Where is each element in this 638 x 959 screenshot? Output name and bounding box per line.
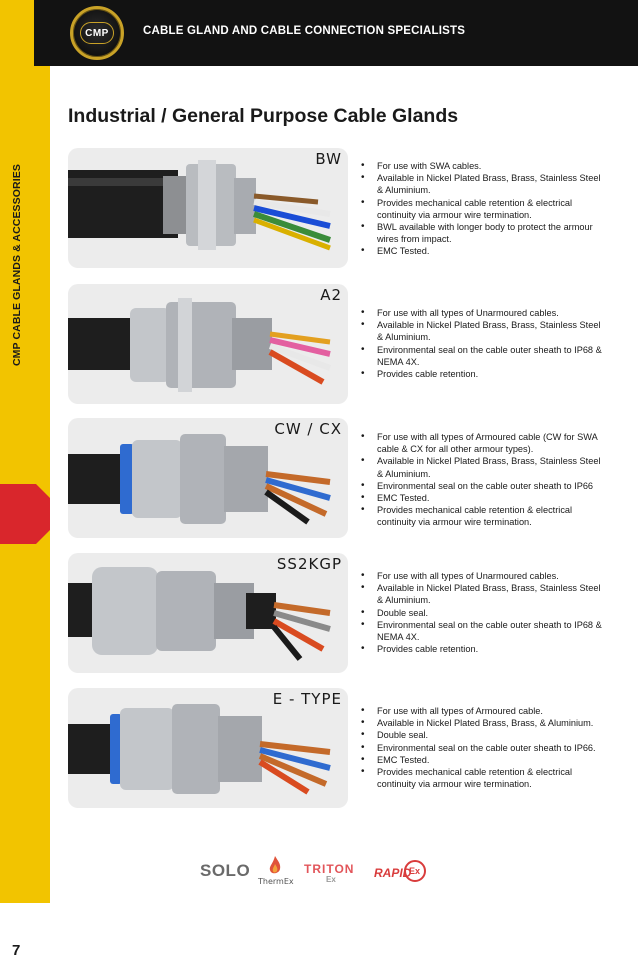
product-name: SS2KGP <box>276 555 342 573</box>
sidebar-section-label: CMP CABLE GLANDS & ACCESSORIES <box>11 164 23 366</box>
list-item: • For use with all types of Armoured cable (CW for SWA cable & CX for all other armour types). <box>359 431 604 455</box>
top-header-bar <box>0 0 638 66</box>
product-name: BW <box>315 150 342 168</box>
rapid-ex-mark: Ex <box>409 866 421 876</box>
list-item: • EMC Tested. <box>359 492 604 504</box>
list-item: • For use with all types of Unarmoured cables. <box>359 570 604 582</box>
list-item: • Environmental seal on the cable outer sheath to IP68 & NEMA 4X. <box>359 344 604 368</box>
triton-ex-mark: Ex <box>326 875 336 884</box>
flame-icon <box>268 855 282 877</box>
list-item: • Provides cable retention. <box>359 643 604 655</box>
list-item: • For use with SWA cables. <box>359 160 604 172</box>
feature-list-cw-cx <box>359 431 604 529</box>
product-image-bw <box>68 148 348 268</box>
logo-text: CMP <box>85 27 109 39</box>
triton-logo: TRITON <box>304 862 355 876</box>
list-item: • EMC Tested. <box>359 245 604 257</box>
product-name: A2 <box>320 286 342 304</box>
product-image-e-type <box>68 688 348 808</box>
list-item: • Provides mechanical cable retention & electrical continuity via armour wire termination. <box>359 197 604 221</box>
solo-logo: SOLO <box>200 861 251 880</box>
product-name: CW / CX <box>274 420 342 438</box>
cable-gland-illustration <box>68 284 348 404</box>
list-item: • Provides cable retention. <box>359 368 604 380</box>
list-item: • Available in Nickel Plated Brass, Brass, Stainless Steel & Aluminium. <box>359 319 604 343</box>
list-item: • Environmental seal on the cable outer sheath to IP66 <box>359 480 604 492</box>
product-image-a2 <box>68 284 348 404</box>
list-item: • Provides mechanical cable retention & electrical continuity via armour wire termination. <box>359 766 604 790</box>
header-accent-strip <box>0 0 34 66</box>
page-number: 7 <box>12 942 21 959</box>
thermex-logo: ThermEx <box>258 877 294 886</box>
list-item: • Double seal. <box>359 607 604 619</box>
list-item: • Available in Nickel Plated Brass, Brass, Stainless Steel & Aluminium. <box>359 582 604 606</box>
page-title: Industrial / General Purpose Cable Glands <box>68 105 459 127</box>
list-item: • Available in Nickel Plated Brass, Brass, Stainless Steel & Aluminium. <box>359 455 604 479</box>
list-item: • Environmental seal on the cable outer sheath to IP66. <box>359 742 604 754</box>
cable-gland-illustration <box>68 148 348 268</box>
feature-list-a2 <box>359 307 604 380</box>
list-item: • EMC Tested. <box>359 754 604 766</box>
list-item: • BWL available with longer body to protect the armour wires from impact. <box>359 221 604 245</box>
header-title: CABLE GLAND AND CABLE CONNECTION SPECIALISTS <box>143 25 466 37</box>
list-item: • Environmental seal on the cable outer sheath to IP68 & NEMA 4X. <box>359 619 604 643</box>
list-item: • Available in Nickel Plated Brass, Brass, Stainless Steel & Aluminium. <box>359 172 604 196</box>
section-tab-marker <box>0 484 50 544</box>
feature-list-bw <box>359 160 604 258</box>
product-image-ss2kgp <box>68 553 348 673</box>
product-image-cw-cx <box>68 418 348 538</box>
list-item: • For use with all types of Unarmoured cables. <box>359 307 604 319</box>
cmp-logo <box>70 6 124 60</box>
rapid-logo: RAPID <box>374 866 412 880</box>
list-item: • Double seal. <box>359 729 604 741</box>
feature-list-ss2kgp <box>359 570 604 655</box>
feature-list-e-type <box>359 705 604 790</box>
list-item: • Provides mechanical cable retention & electrical continuity via armour wire termination. <box>359 504 604 528</box>
section-sidebar <box>0 66 50 959</box>
list-item: • For use with all types of Armoured cable. <box>359 705 604 717</box>
product-name: E - TYPE <box>272 690 342 708</box>
list-item: • Available in Nickel Plated Brass, Brass, & Aluminium. <box>359 717 604 729</box>
